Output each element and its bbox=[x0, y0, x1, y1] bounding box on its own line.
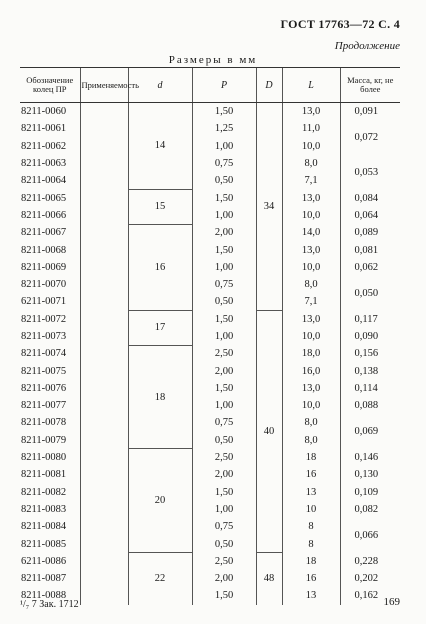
ring-code: 8211-0061 bbox=[21, 123, 67, 135]
length-cell: 13,0 bbox=[282, 380, 340, 397]
diameter-d-cell: 22 bbox=[128, 553, 192, 605]
table-body bbox=[20, 103, 400, 605]
ring-code: 8211-0072 bbox=[21, 313, 67, 325]
pitch-cell: 0,50 bbox=[192, 172, 256, 189]
dimensions-caption: Размеры в мм bbox=[168, 54, 258, 66]
table-row bbox=[20, 276, 400, 293]
ring-code: 8211-0073 bbox=[21, 331, 67, 342]
diameter-d-cell: 15 bbox=[128, 189, 192, 224]
length-cell: 8,0 bbox=[282, 432, 340, 449]
applicability-cell bbox=[80, 120, 128, 137]
table-row bbox=[20, 466, 400, 483]
length-cell: 8,0 bbox=[282, 155, 340, 172]
table-row bbox=[20, 570, 400, 587]
applicability-cell bbox=[80, 466, 128, 483]
applicability-cell bbox=[80, 432, 128, 449]
applicability-cell bbox=[80, 138, 128, 155]
applicability-cell bbox=[80, 587, 128, 604]
diameter-d-cell: 20 bbox=[128, 449, 192, 553]
col-header-d: d bbox=[128, 68, 192, 103]
applicability-cell bbox=[80, 484, 128, 501]
mass-cell: 0,146 bbox=[340, 449, 400, 466]
ring-code: 8211-0083 bbox=[21, 503, 67, 515]
applicability-cell bbox=[80, 570, 128, 587]
col-header-l: L bbox=[282, 68, 340, 103]
length-cell: 18,0 bbox=[282, 345, 340, 362]
pitch-cell: 0,50 bbox=[192, 293, 256, 310]
table-row bbox=[20, 259, 400, 276]
length-cell: 18 bbox=[282, 449, 340, 466]
length-cell: 8 bbox=[282, 518, 340, 535]
ring-code: 8211-0078 bbox=[21, 417, 67, 429]
diameter-D-cell: 40 bbox=[256, 311, 282, 553]
pitch-cell: 1,50 bbox=[192, 380, 256, 397]
col-header-D: D bbox=[256, 68, 282, 103]
length-cell: 18 bbox=[282, 553, 340, 570]
applicability-cell bbox=[80, 518, 128, 535]
ring-code: 8211-0066 bbox=[21, 209, 67, 221]
applicability-cell bbox=[80, 241, 128, 258]
applicability-cell bbox=[80, 535, 128, 552]
applicability-cell bbox=[80, 276, 128, 293]
table-row bbox=[20, 518, 400, 535]
mass-cell: 0,069 bbox=[340, 414, 400, 449]
pitch-cell: 2,50 bbox=[192, 345, 256, 362]
ring-code: 8211-0084 bbox=[21, 521, 67, 533]
length-cell: 10,0 bbox=[282, 397, 340, 414]
length-cell: 16 bbox=[282, 570, 340, 587]
ring-code: 8211-0060 bbox=[21, 106, 67, 118]
continuation-label: Продолжение bbox=[334, 40, 400, 52]
length-cell: 16,0 bbox=[282, 362, 340, 379]
diameter-d-cell: 18 bbox=[128, 345, 192, 449]
pitch-cell: 0,50 bbox=[192, 535, 256, 552]
mass-cell: 0,088 bbox=[340, 397, 400, 414]
table-row bbox=[20, 241, 400, 258]
pitch-cell: 2,50 bbox=[192, 449, 256, 466]
length-cell: 11,0 bbox=[282, 120, 340, 137]
mass-cell: 0,109 bbox=[340, 484, 400, 501]
ring-code: 8211-0077 bbox=[21, 400, 67, 412]
table-header-row bbox=[20, 68, 400, 103]
mass-cell: 0,162 bbox=[340, 587, 400, 604]
document-title: ГОСТ 17763—72 С. 4 bbox=[280, 17, 400, 31]
length-cell: 7,1 bbox=[282, 172, 340, 189]
table-row bbox=[20, 224, 400, 241]
pitch-cell: 1,50 bbox=[192, 103, 256, 121]
mass-cell: 0,066 bbox=[340, 518, 400, 553]
ring-code: 8211-0076 bbox=[21, 382, 67, 394]
diameter-d-cell: 17 bbox=[128, 311, 192, 346]
length-cell: 10,0 bbox=[282, 328, 340, 345]
table-row bbox=[20, 449, 400, 466]
pitch-cell: 1,50 bbox=[192, 241, 256, 258]
pitch-cell: 2,50 bbox=[192, 553, 256, 570]
table-row bbox=[20, 328, 400, 345]
applicability-cell bbox=[80, 172, 128, 189]
mass-cell: 0,228 bbox=[340, 553, 400, 570]
ring-code: 8211-0074 bbox=[21, 348, 67, 360]
applicability-cell bbox=[80, 259, 128, 276]
pitch-cell: 0,75 bbox=[192, 414, 256, 431]
length-cell: 8,0 bbox=[282, 414, 340, 431]
applicability-cell bbox=[80, 414, 128, 431]
pitch-cell: 0,75 bbox=[192, 518, 256, 535]
ring-code: 8211-0085 bbox=[21, 538, 67, 550]
applicability-cell bbox=[80, 397, 128, 414]
length-cell: 13 bbox=[282, 484, 340, 501]
mass-cell: 0,072 bbox=[340, 120, 400, 155]
applicability-cell bbox=[80, 189, 128, 206]
ring-code: 8211-0082 bbox=[21, 486, 67, 498]
applicability-cell bbox=[80, 293, 128, 310]
applicability-cell bbox=[80, 328, 128, 345]
diameter-D-cell: 34 bbox=[256, 103, 282, 311]
length-cell: 10 bbox=[282, 501, 340, 518]
applicability-cell bbox=[80, 449, 128, 466]
mass-cell: 0,156 bbox=[340, 345, 400, 362]
pitch-cell: 1,00 bbox=[192, 397, 256, 414]
table-row bbox=[20, 553, 400, 570]
table-row bbox=[20, 380, 400, 397]
rings-table bbox=[20, 67, 400, 605]
table-row bbox=[20, 484, 400, 501]
table-row bbox=[20, 120, 400, 137]
length-cell: 10,0 bbox=[282, 207, 340, 224]
applicability-cell bbox=[80, 553, 128, 570]
mass-cell: 0,090 bbox=[340, 328, 400, 345]
mass-cell: 0,117 bbox=[340, 311, 400, 328]
pitch-cell: 1,00 bbox=[192, 207, 256, 224]
ring-code: 8211-0075 bbox=[21, 365, 67, 377]
ring-code: 8211-0063 bbox=[21, 158, 67, 170]
ring-code: 8211-0067 bbox=[21, 227, 67, 239]
table-row bbox=[20, 414, 400, 431]
mass-cell: 0,138 bbox=[340, 362, 400, 379]
mass-cell: 0,082 bbox=[340, 501, 400, 518]
applicability-cell bbox=[80, 155, 128, 172]
mass-cell: 0,084 bbox=[340, 189, 400, 206]
length-cell: 8 bbox=[282, 535, 340, 552]
pitch-cell: 0,75 bbox=[192, 276, 256, 293]
ring-code: 8211-0081 bbox=[21, 469, 67, 481]
diameter-d-cell: 16 bbox=[128, 224, 192, 310]
length-cell: 14,0 bbox=[282, 224, 340, 241]
mass-cell: 0,064 bbox=[340, 207, 400, 224]
pitch-cell: 2,00 bbox=[192, 362, 256, 379]
ring-code: 8211-0070 bbox=[21, 279, 67, 291]
ring-code: 8211-0064 bbox=[21, 175, 67, 187]
mass-cell: 0,089 bbox=[340, 224, 400, 241]
length-cell: 16 bbox=[282, 466, 340, 483]
applicability-cell bbox=[80, 103, 128, 121]
pitch-cell: 1,50 bbox=[192, 484, 256, 501]
mass-cell: 0,062 bbox=[340, 259, 400, 276]
diameter-d-cell: 14 bbox=[128, 103, 192, 190]
pitch-cell: 1,00 bbox=[192, 328, 256, 345]
ring-code: 8211-0088 bbox=[21, 590, 67, 602]
mass-cell: 0,050 bbox=[340, 276, 400, 311]
pitch-cell: 2,00 bbox=[192, 466, 256, 483]
applicability-cell bbox=[80, 501, 128, 518]
pitch-cell: 1,00 bbox=[192, 501, 256, 518]
mass-cell: 0,130 bbox=[340, 466, 400, 483]
pitch-cell: 0,50 bbox=[192, 432, 256, 449]
table-row bbox=[20, 345, 400, 362]
length-cell: 10,0 bbox=[282, 259, 340, 276]
mass-cell: 0,114 bbox=[340, 380, 400, 397]
pitch-cell: 2,00 bbox=[192, 570, 256, 587]
table-row bbox=[20, 207, 400, 224]
length-cell: 13,0 bbox=[282, 103, 340, 121]
mass-cell: 0,053 bbox=[340, 155, 400, 190]
col-header-applicability: Применяемость bbox=[80, 68, 128, 103]
ring-code: 8211-0062 bbox=[21, 140, 67, 152]
pitch-cell: 0,75 bbox=[192, 155, 256, 172]
length-cell: 13,0 bbox=[282, 189, 340, 206]
length-cell: 13,0 bbox=[282, 311, 340, 328]
page-number: 169 bbox=[383, 596, 400, 608]
applicability-cell bbox=[80, 380, 128, 397]
pitch-cell: 2,00 bbox=[192, 224, 256, 241]
length-cell: 10,0 bbox=[282, 138, 340, 155]
ring-code: 8211-0087 bbox=[21, 573, 67, 585]
pitch-cell: 1,00 bbox=[192, 259, 256, 276]
table-row bbox=[20, 311, 400, 328]
table-row bbox=[20, 103, 400, 121]
col-header-code: Обозначение колец ПР bbox=[20, 68, 80, 103]
pitch-cell: 1,50 bbox=[192, 189, 256, 206]
applicability-cell bbox=[80, 362, 128, 379]
applicability-cell bbox=[80, 207, 128, 224]
mass-cell: 0,081 bbox=[340, 241, 400, 258]
diameter-D-cell: 48 bbox=[256, 553, 282, 605]
applicability-cell bbox=[80, 224, 128, 241]
table-row bbox=[20, 501, 400, 518]
applicability-cell bbox=[80, 345, 128, 362]
ring-code: 8211-0079 bbox=[21, 434, 67, 446]
length-cell: 7,1 bbox=[282, 293, 340, 310]
length-cell: 13 bbox=[282, 587, 340, 604]
table-row bbox=[20, 362, 400, 379]
length-cell: 8,0 bbox=[282, 276, 340, 293]
applicability-cell bbox=[80, 311, 128, 328]
pitch-cell: 1,50 bbox=[192, 587, 256, 604]
col-header-mass: Масса, кг, не более bbox=[340, 68, 400, 103]
table-row bbox=[20, 189, 400, 206]
ring-code: 8211-0065 bbox=[21, 192, 67, 204]
col-header-p: P bbox=[192, 68, 256, 103]
print-order-note: ¹/₇ 7 Зак. 1712 bbox=[20, 599, 79, 610]
ring-code: 8211-0080 bbox=[21, 452, 67, 464]
ring-code: 8211-0069 bbox=[21, 261, 67, 273]
mass-cell: 0,202 bbox=[340, 570, 400, 587]
length-cell: 13,0 bbox=[282, 241, 340, 258]
ring-code: 6211-0071 bbox=[21, 296, 67, 308]
pitch-cell: 1,50 bbox=[192, 311, 256, 328]
pitch-cell: 1,25 bbox=[192, 120, 256, 137]
table-row bbox=[20, 397, 400, 414]
ring-code: 8211-0068 bbox=[21, 244, 67, 256]
pitch-cell: 1,00 bbox=[192, 138, 256, 155]
table-row bbox=[20, 155, 400, 172]
mass-cell: 0,091 bbox=[340, 103, 400, 121]
ring-code: 6211-0086 bbox=[21, 555, 67, 567]
